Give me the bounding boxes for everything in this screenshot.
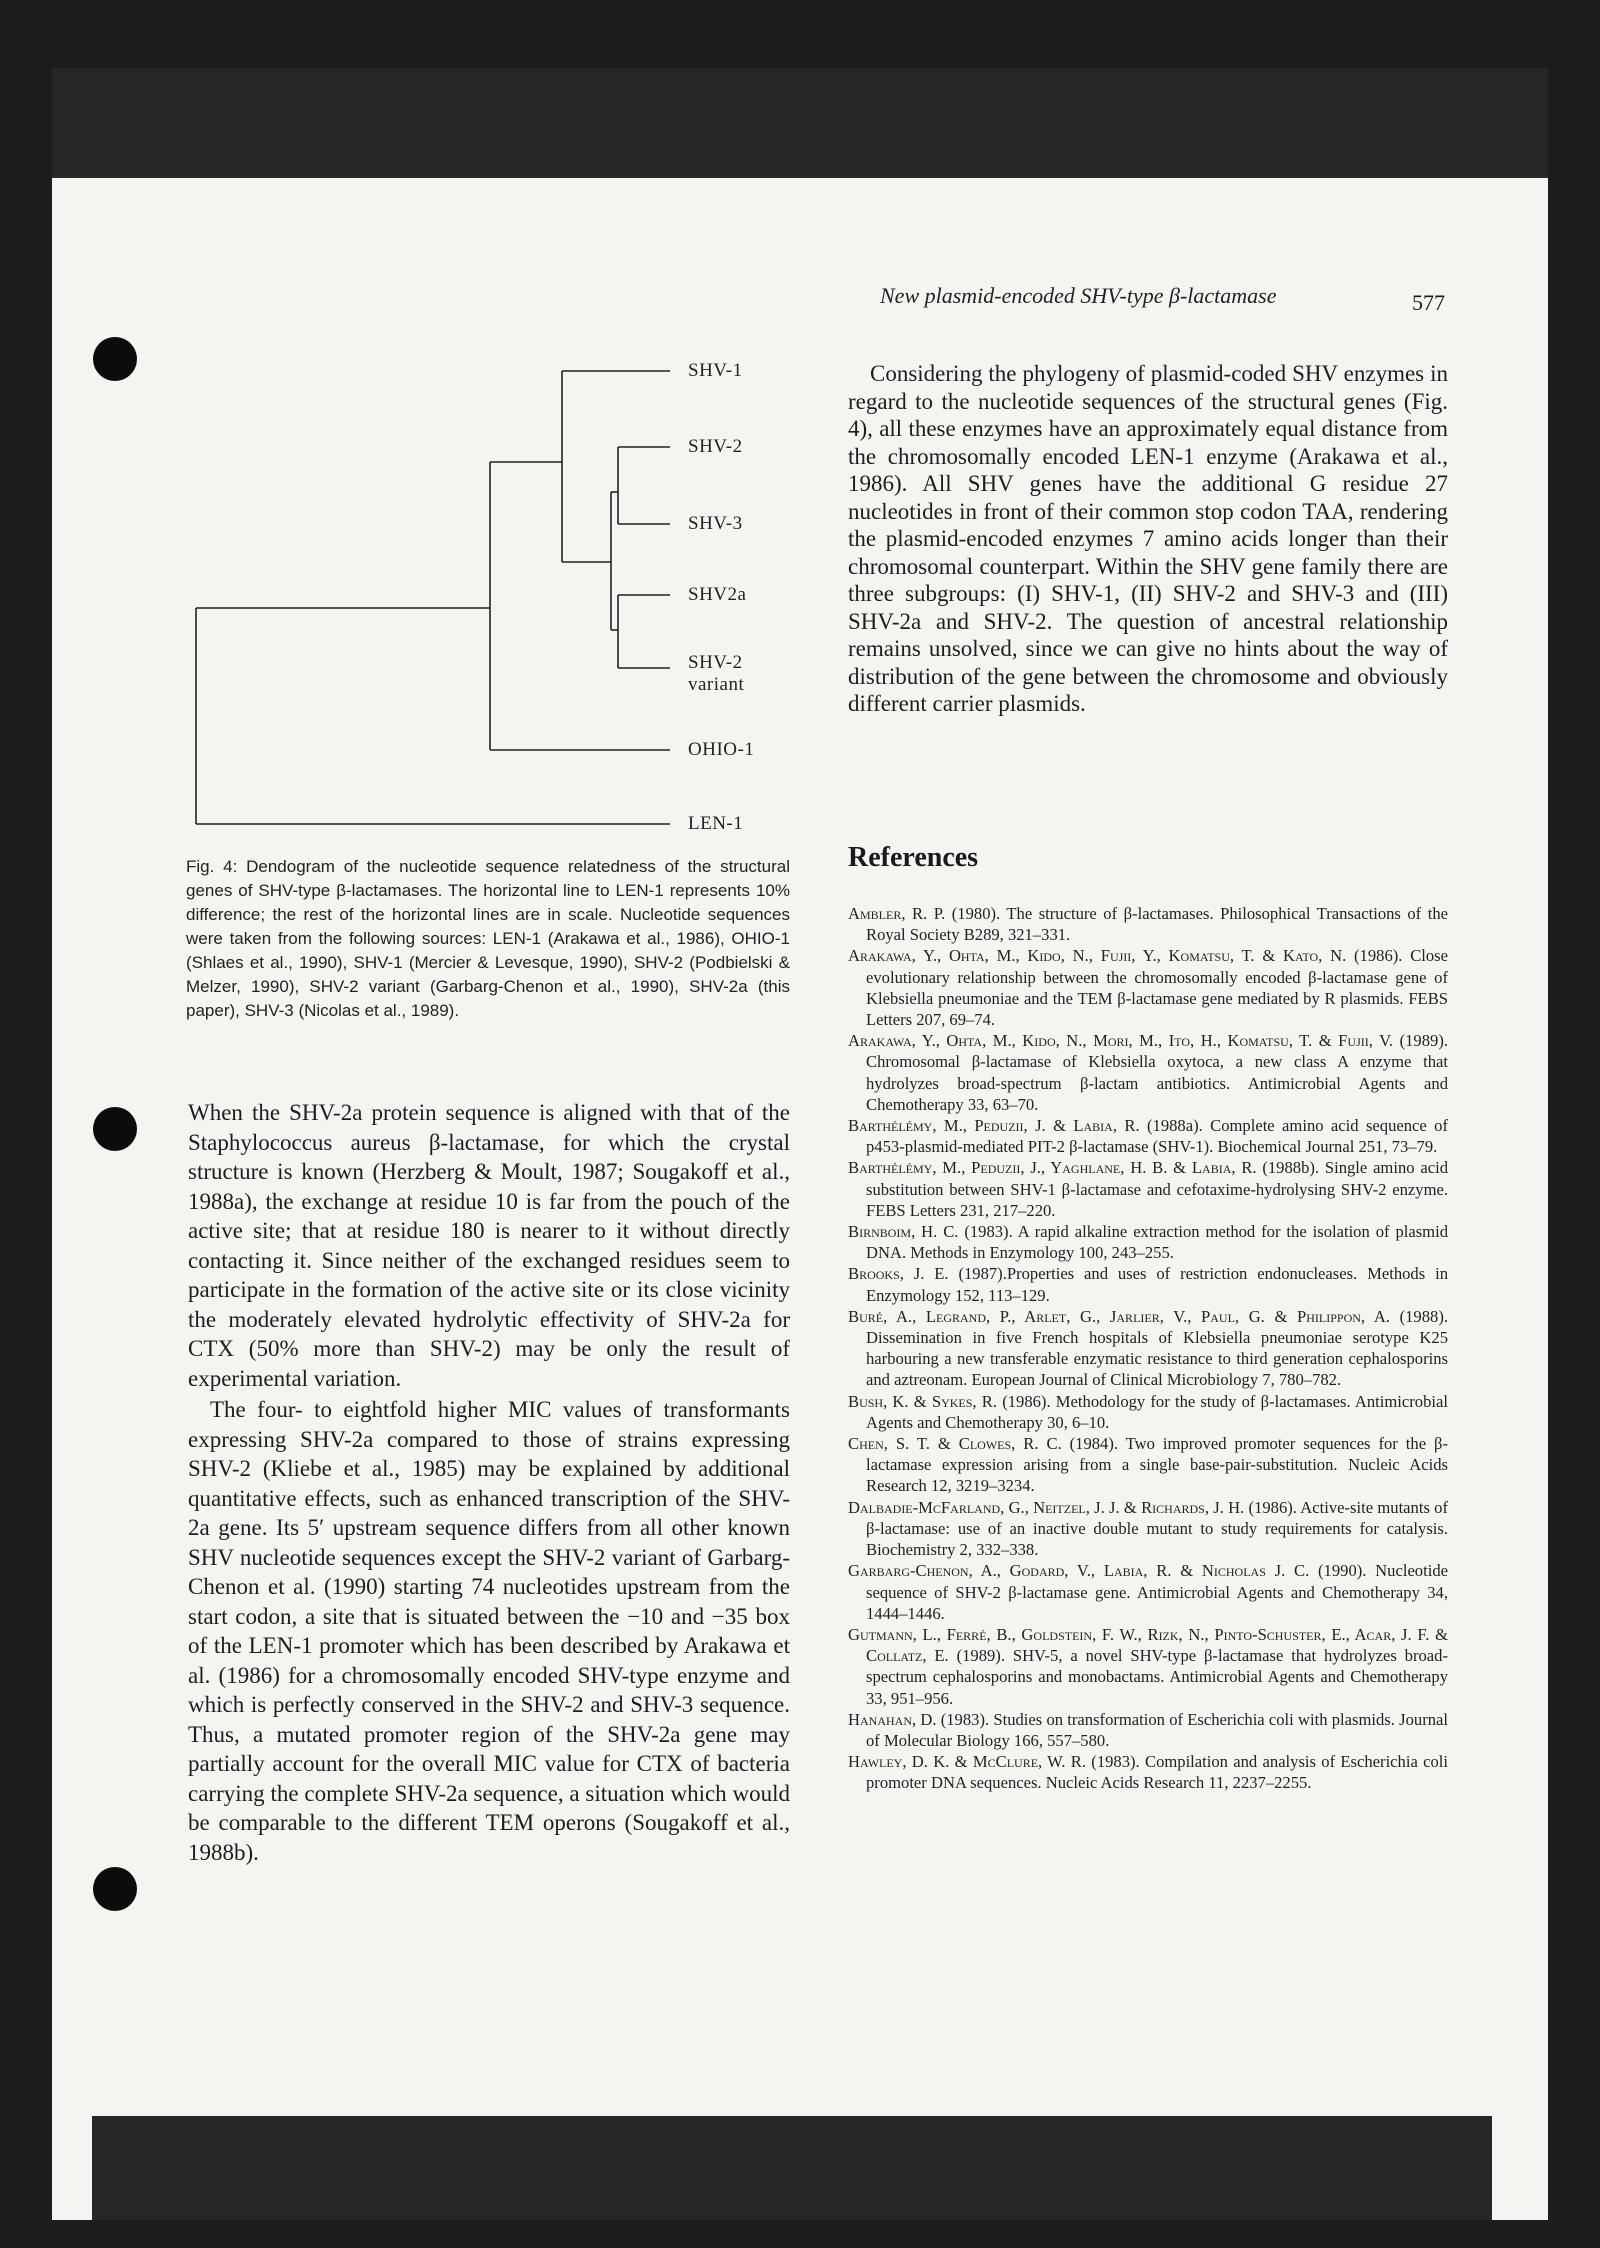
references-heading: References [848,842,979,873]
reference-authors: Arakawa, Y., Ohta, M., Kido, N., Fujii, Y., Komatsu, T. & Kato, N. [848,946,1347,966]
reference-authors: Buré, A., Legrand, P., Arlet, G., Jarlier, V., Paul, G. & Philippon, A. [848,1306,1390,1326]
reference-item [848,1115,1448,1157]
reference-item [848,1391,1448,1433]
reference-text: (1986). Active-site mutants of β-lactamase: use of an inactive double mutant to study requirements for catalysis. Biochemistry 2, 332–338. [866,1497,1449,1560]
leaf-label: SHV-2 [688,436,743,457]
leaf-label: SHV2a [688,584,747,605]
reference-text: (1983). Studies on transformation of Escherichia coli with plasmids. Journal of Molecular Biology 166, 557–580. [866,1709,1448,1750]
right-column-paragraph: Considering the phylogeny of plasmid-coded SHV enzymes in regard to the nucleotide sequences of the structural genes (Fig. 4), all these enzymes have an approximately equal distance from the chromosomally encoded LEN-1 enzyme (Arakawa et al., 1986). All SHV genes have the additional G residue 27 nucleotides in front of their common stop codon TAA, rendering the plasmid-encoded enzymes 7 amino acids longer than their chromosomal counterpart. Within the SHV gene family there are three subgroups: (I) SHV-1, (II) SHV-2 and SHV-3 and (III) SHV-2a and SHV-2. The question of ancestral relationship remains unsolved, since we can give no hints about the way of distribution of the gene between the chromosome and obviously different carrier plasmids. [848,361,1448,716]
reference-item [848,1157,1448,1221]
reference-item [848,1263,1448,1305]
reference-text: (1983). A rapid alkaline extraction method for the isolation of plasmid DNA. Methods in Enzymology 100, 243–255. [866,1222,1448,1263]
punch-hole [93,337,137,381]
reference-text: (1987).Properties and uses of restriction endonucleases. Methods in Enzymology 152, 113–129. [866,1264,1448,1305]
reference-text: (1988b). Single amino acid substitution between SHV-1 β-lactamase and cefotaxime-hydrolysing SHV-2 enzyme. FEBS Letters 231, 217–220. [866,1158,1448,1220]
reference-authors: Barthélémy, M., Peduzii, J. & Labia, R. [848,1116,1140,1136]
leaf-label: SHV-3 [688,513,743,534]
reference-authors: Gutmann, L., Ferré, B., Goldstein, F. W., Rizk, N., Pinto-Schuster, E., Acar, J. F. & Collatz, E. [848,1624,1448,1666]
paragraph: The four- to eightfold higher MIC values of transformants expressing SHV-2a compared to those of strains expressing SHV-2 (Kliebe et al., 1985) may be explained by additional quantitative effects, such as enhanced transcription of the SHV-2a gene. Its 5′ upstream sequence differs from all other known SHV nucleotide sequences except the SHV-2 variant of Garbarg-Chenon et al. (1990) starting 74 nucleotides upstream from the start codon, a site that is situated between the −10 and −35 box of the LEN-1 promoter which has been described by Arakawa et al. (1986) for a chromosomally encoded SHV-type enzyme and which is perfectly conserved in the SHV-2 and SHV-3 sequence. Thus, a mutated promoter region of the SHV-2a gene may partially account for the overall MIC value for CTX of bacteria carrying the complete SHV-2a sequence, a situation which would be comparable to the different TEM operons (Sougakoff et al., 1988b). [188,1397,790,1865]
dendrogram-figure [190,350,770,840]
figure-caption: Fig. 4: Dendogram of the nucleotide sequence relatedness of the structural genes of SHV-type β-lactamases. The horizontal line to LEN-1 represents 10% difference; the rest of the horizontal lines are in scale. Nucleotide sequences were taken from the following sources: LEN-1 (Arakawa et al., 1986), OHIO-1 (Shlaes et al., 1990), SHV-1 (Mercier & Levesque, 1990), SHV-2 (Podbielski & Melzer, 1990), SHV-2 variant (Garbarg-Chenon et al., 1990), SHV-2a (this paper), SHV-3 (Nicolas et al., 1989). [186,857,790,1020]
paragraph: When the SHV-2a protein sequence is aligned with that of the Staphylococcus aureus β-lactamase, for which the crystal structure is known (Herzberg & Moult, 1987; Sougakoff et al., 1988a), the exchange at residue 10 is far from the pouch of the active site; that at residue 180 is nearer to it without directly contacting it. Since neither of the exchanged residues seem to participate in the formation of the active site or its close vicinity the moderately elevated hydrolytic effectivity of SHV-2a for CTX (50% more than SHV-2) may be only the result of experimental variation. [188,1100,790,1391]
reference-item [848,1221,1448,1263]
reference-text: (1980). The structure of β-lactamases. Philosophical Transactions of the Royal Society B289, 321–331. [866,904,1448,945]
punch-hole [93,1867,137,1911]
dendrogram-tree [190,350,770,840]
scan-top-shadow [52,68,1548,178]
leaf-label: LEN-1 [688,813,744,834]
reference-item [848,1497,1448,1561]
leaf-label: OHIO-1 [688,739,755,760]
reference-text: (1986). Close evolutionary relationship between the chromosomally encoded β-lactamase gene of Klebsiella pneumoniae and the TEM β-lactamase gene mediated by R plasmids. FEBS Letters 207, 69–74. [866,946,1449,1030]
running-header [880,283,1456,309]
reference-text: (1989). SHV-5, a novel SHV-type β-lactamase that hydrolyzes broad-spectrum cephalosporins and monobactams. Antimicrobial Agents and Chemotherapy 33, 951–956. [866,1646,1448,1708]
reference-authors: Birnboim, H. C. [848,1222,959,1242]
reference-authors: Brooks, J. E. [848,1264,949,1284]
leaf-label: variant [688,674,745,695]
reference-text: (1984). Two improved promoter sequences for the β-lactamase expression arising from a single base-pair-substitution. Nucleic Acids Research 12, 3219–3234. [866,1434,1448,1496]
reference-authors: Barthélémy, M., Peduzii, J., Yaghlane, H. B. & Labia, R. [848,1158,1257,1178]
reference-item [848,1030,1448,1115]
reference-authors: Ambler, R. P. [848,904,946,923]
punch-hole [93,1107,137,1151]
page-number: 577 [1412,290,1445,315]
reference-item [848,903,1448,945]
reference-item [848,1433,1448,1497]
scan-bottom-shadow [92,2116,1492,2220]
reference-text: (1990). Nucleotide sequence of SHV-2 β-lactamase gene. Antimicrobial Agents and Chemotherapy 34, 1444–1446. [866,1561,1448,1623]
reference-authors: Arakawa, Y., Ohta, M., Kido, N., Mori, M., Ito, H., Komatsu, T. & Fujii, V. [848,1031,1394,1051]
reference-text: (1988a). Complete amino acid sequence of p453-plasmid-mediated PIT-2 β-lactamase (SHV-1). Biochemical Journal 251, 73–79. [866,1116,1448,1157]
reference-item [848,1709,1448,1751]
reference-text: (1986). Methodology for the study of β-lactamases. Antimicrobial Agents and Chemotherapy 30, 6–10. [866,1391,1448,1432]
reference-authors: Bush, K. & Sykes, R. [848,1391,997,1411]
reference-item [848,1751,1448,1793]
reference-list [848,903,1448,1794]
reference-item [848,1306,1448,1391]
reference-authors: Garbarg-Chenon, A., Godard, V., Labia, R. & Nicholas J. C. [848,1561,1310,1581]
left-column-body [188,1098,790,1867]
running-title: New plasmid-encoded SHV-type β-lactamase [880,283,1277,308]
reference-text: (1988). Dissemination in five French hospitals of Klebsiella pneumoniae serotype K25 harbouring a new transferable enzymatic resistance to third generation cephalosporins and aztreonam. European Journal of Clinical Microbiology 7, 780–782. [866,1306,1448,1390]
reference-text: (1983). Compilation and analysis of Escherichia coli promoter DNA sequences. Nucleic Acids Research 11, 2237–2255. [866,1752,1448,1793]
reference-authors: Chen, S. T. & Clowes, R. C. [848,1434,1062,1454]
reference-item [848,945,1448,1030]
reference-authors: Hanahan, D. [848,1709,937,1729]
reference-authors: Hawley, D. K. & McClure, W. R. [848,1752,1086,1772]
reference-authors: Dalbadie-McFarland, G., Neitzel, J. J. & Richards, J. H. [848,1497,1245,1517]
reference-item [848,1624,1448,1709]
reference-item [848,1560,1448,1624]
reference-text: (1989). Chromosomal β-lactamase of Klebsiella oxytoca, a new class A enzyme that hydrolyzes broad-spectrum β-lactam antibiotics. Antimicrobial Agents and Chemotherapy 33, 63–70. [866,1031,1448,1114]
leaf-label: SHV-2 [688,652,743,673]
leaf-label: SHV-1 [688,360,743,381]
